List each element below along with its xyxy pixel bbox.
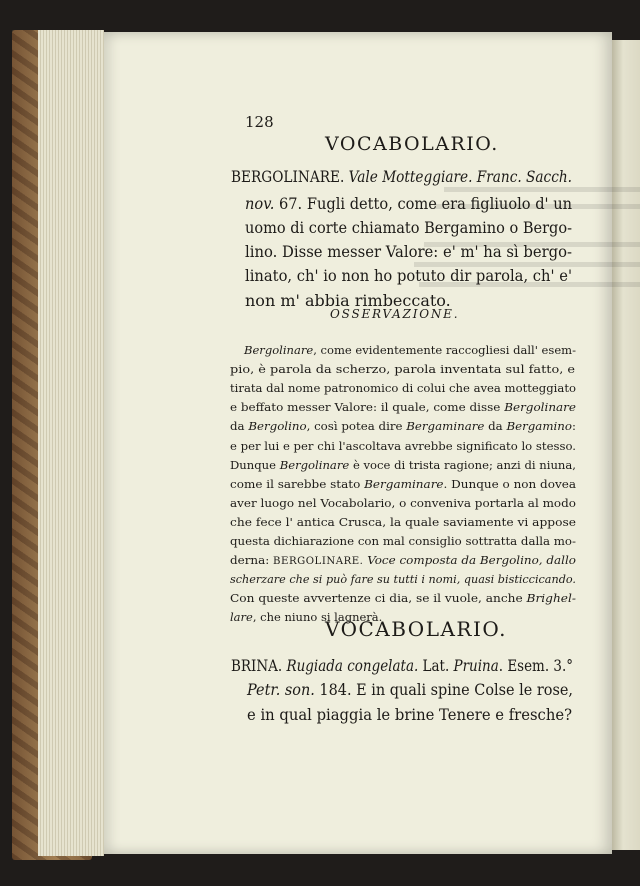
text-run: BERGOLINARE. <box>273 556 364 568</box>
text-run: 184. E in quali spine Colse le rose, <box>314 680 573 699</box>
text-line <box>230 591 576 605</box>
text-run: , come evidentemente raccogliesi dall' esem- <box>313 343 576 357</box>
page-number: 128 <box>245 113 274 131</box>
text-run: Voce composta da Bergolino, dallo <box>363 553 576 568</box>
text-line <box>245 266 572 285</box>
text-line <box>230 572 576 586</box>
text-run: nov. <box>245 194 275 213</box>
text-run: Dunque <box>230 457 280 472</box>
text-line <box>230 381 576 395</box>
text-line <box>230 496 576 510</box>
text-line <box>231 167 572 186</box>
text-run: non m' abbia rimbeccato. <box>245 291 451 310</box>
text-run: BERGOLINARE. <box>231 167 349 186</box>
text-line <box>230 534 576 548</box>
text-run: . Dunque o non dovea <box>443 476 576 491</box>
text-run: aver luogo nel Vocabolario, o conveniva portarla al modo <box>230 495 576 510</box>
text-run: Bergaminare <box>406 419 485 434</box>
text-run: : <box>572 419 576 434</box>
text-line <box>230 419 576 433</box>
text-run: Pruina <box>453 656 499 675</box>
text-run: scherzare che si può fare su tutti i nomi, quasi bisticcicando. <box>230 572 576 587</box>
page-edges <box>38 30 104 856</box>
text-run: tirata dal nome patronomico di colui che avea motteggiato <box>230 381 576 396</box>
text-run: Bergolino <box>248 419 307 434</box>
text-line <box>230 458 576 472</box>
section-heading-1: VOCABOLARIO. <box>325 133 499 155</box>
text-run: lino. Disse messer Valore: e' m' ha sì bergo- <box>245 242 572 261</box>
text-run: derna: <box>230 553 274 568</box>
text-run: Bergolinare <box>279 457 350 472</box>
text-run: questa dichiarazione con mal consiglio sottratta dalla mo- <box>230 534 576 548</box>
text-run: che fece l' antica Crusca, la quale saviamente vi appose <box>230 514 576 529</box>
observation-title: OSSERVAZIONE. <box>330 307 460 321</box>
text-run: Con queste avvertenze ci dia, se il vuole, anche <box>230 591 527 606</box>
text-run: lare <box>230 610 253 625</box>
facing-page-edge <box>612 40 640 850</box>
text-run: BRINA. <box>231 656 287 675</box>
text-run: Bergolinare <box>504 400 576 415</box>
text-run: Brighel- <box>526 591 576 606</box>
text-run: Lat. <box>418 656 454 675</box>
text-line <box>230 515 576 529</box>
text-run: da <box>484 419 507 434</box>
text-line <box>245 194 572 213</box>
text-run: pio, è parola da scherzo, parola inventata sul fatto, e <box>230 362 576 377</box>
text-line <box>230 439 576 453</box>
text-line <box>245 242 572 261</box>
text-run: Petr. son. <box>247 680 315 699</box>
text-run: da <box>230 419 249 434</box>
text-line <box>247 680 573 699</box>
text-run: e beffato messer Valore: il quale, come disse <box>230 400 505 415</box>
text-run: . Esem. 3.° <box>498 656 573 675</box>
text-run: Bergolinare <box>244 343 314 357</box>
text-run: Bergaminare <box>364 476 444 491</box>
text-line <box>247 705 572 724</box>
text-run: Vale Motteggiare. Franc. Sacch. <box>348 167 572 186</box>
text-run: è voce di trista ragione; anzi di niuna, <box>349 457 576 472</box>
text-run: e per lui e per chi l'ascoltava avrebbe significato lo stesso. <box>230 438 576 453</box>
text-line <box>230 400 576 414</box>
text-line <box>230 553 576 567</box>
text-run: , così potea dire <box>306 419 407 434</box>
text-line <box>231 656 573 675</box>
text-run: uomo di corte chiamato Bergamino o Bergo- <box>245 218 572 237</box>
text-run: Bergamino <box>506 419 573 434</box>
text-line <box>230 477 576 491</box>
text-line <box>230 362 575 376</box>
text-line <box>244 343 576 357</box>
text-run: come il sarebbe stato <box>230 476 365 491</box>
section-heading-2: VOCABOLARIO. <box>325 617 507 641</box>
text-run: 67. Fugli detto, come era figliuolo d' un <box>274 194 572 213</box>
text-run: linato, ch' io non ho potuto dir parola, ch' e' <box>245 266 572 285</box>
text-run: e in qual piaggia le brine Tenere e fresche? <box>247 705 572 724</box>
text-run: Rugiada congelata. <box>286 656 419 675</box>
text-line <box>245 218 572 237</box>
text-run: , che niuno si lagnerà. <box>252 610 383 625</box>
